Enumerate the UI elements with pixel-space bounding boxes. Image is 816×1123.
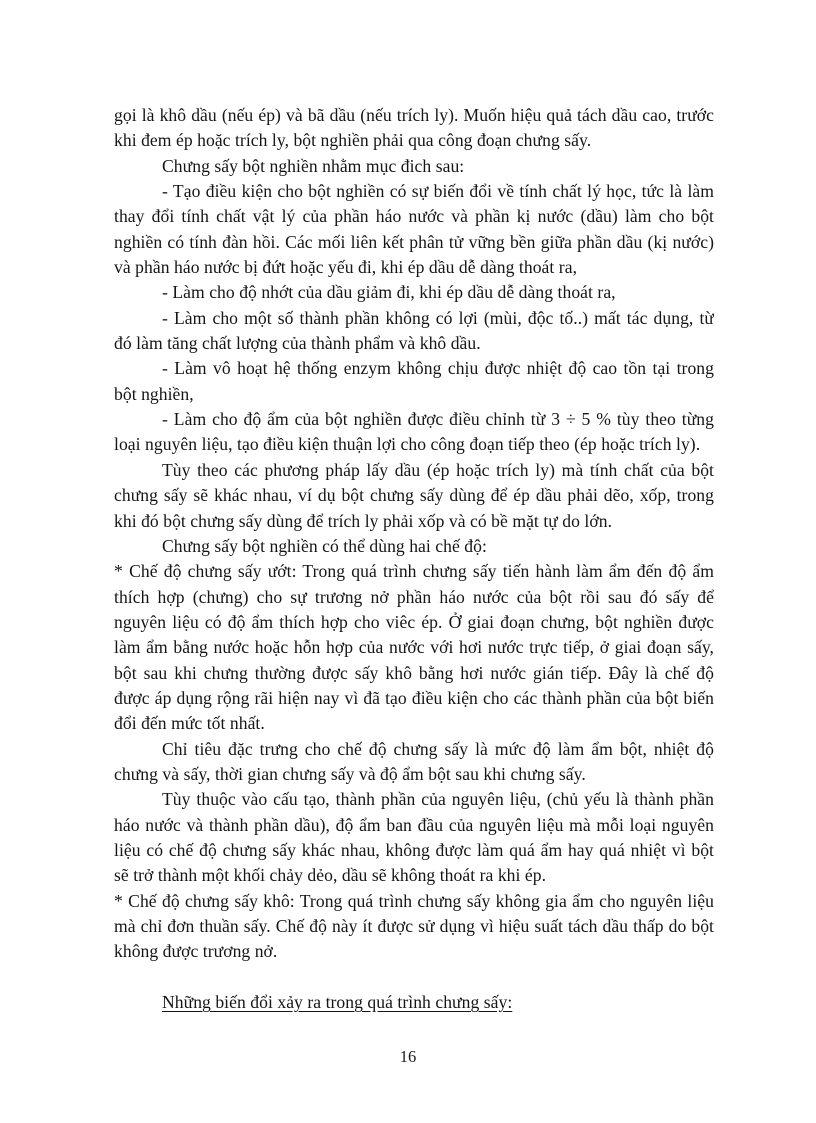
- text-line: - Làm cho một số thành phần không có lợi (mùi, độc tố..) mất tác dụng, từ: [162, 307, 714, 328]
- text-line: không được trương nở.: [114, 941, 278, 962]
- text-line: được áp dụng rộng rãi hiện nay vì đã tạo điều kiện cho các thành phần của bột biến: [114, 687, 714, 708]
- paragraph-che-do-chung-say-kho: [114, 889, 714, 965]
- list-item-vo-hoat-enzym: [114, 356, 714, 407]
- text-line: - Làm vô hoạt hệ thống enzym không chịu được nhiệt độ cao tồn tại trong: [162, 358, 714, 379]
- text-line: thay đổi tính chất vật lý của phần háo nước và phần kị nước (dầu) làm cho bột: [114, 206, 714, 227]
- text-line: nguyên liệu có độ ẩm thích hợp cho viêc ép. Ở giai đoạn chưng, bột nghiền được: [114, 611, 714, 632]
- text-line: đổi đến mức tốt nhất.: [114, 713, 265, 734]
- text-line: và phần háo nước bị đứt hoặc yếu đi, khi ép dầu dễ dàng thoát ra,: [114, 257, 578, 278]
- text-line: mà chỉ đơn thuần sấy. Chế độ này ít được sử dụng vì hiệu suất tách dầu thấp do bột: [114, 916, 714, 936]
- text-line: bột nghiền,: [114, 383, 194, 404]
- text-line: nghiền có tính đàn hồi. Các mối liên kết phân tử vững bền giữa phần dầu (kị nước): [114, 231, 714, 252]
- paragraph-muc-dich: [114, 154, 714, 179]
- paragraph-kho-dau: [114, 103, 714, 154]
- text-line: - Làm cho độ ẩm của bột nghiền được điều chỉnh từ 3 ÷ 5 % tùy theo từng: [162, 409, 714, 430]
- list-item-do-am: [114, 407, 714, 458]
- text-line: khi đó bột chưng sấy dùng để trích ly phải xốp và có bề mặt tự do lớn.: [114, 510, 613, 531]
- text-line: chưng sấy sẽ khác nhau, ví dụ bột chưng sấy dùng để ép dầu phải dẽo, xốp, trong: [114, 485, 714, 506]
- list-item-do-nhot: [114, 280, 714, 305]
- text-line: - Làm cho độ nhớt của dầu giảm đi, khi ép dầu dễ dàng thoát ra,: [162, 282, 616, 303]
- text-line: đó làm tăng chất lượng của thành phẩm và khô dầu.: [114, 333, 481, 354]
- list-item-tao-dieu-kien: [114, 179, 714, 280]
- text-line: Chưng sấy bột nghiền có thể dùng hai chế độ:: [162, 535, 487, 556]
- text-line: * Chế độ chưng sấy ướt: Trong quá trình chưng sấy tiến hành làm ẩm đến độ ẩm: [114, 561, 714, 582]
- text-line: gọi là khô dầu (nếu ép) và bã dầu (nếu trích ly). Muốn hiệu quả tách dầu cao, trước: [114, 105, 714, 125]
- text-line: sẽ trở thành một khối chảy dẻo, dầu sẽ không thoát ra khi ép.: [114, 865, 547, 886]
- text-line: khi đem ép hoặc trích ly, bột nghiền phải qua công đoạn chưng sấy.: [114, 130, 592, 151]
- text-line: Chỉ tiêu đặc trưng cho chế độ chưng sấy là mức độ làm ẩm bột, nhiệt độ: [162, 738, 714, 759]
- text-line: Tùy thuộc vào cấu tạo, thành phần của nguyên liệu, (chủ yếu là thành phần: [162, 789, 714, 810]
- paragraph-chi-tieu-dac-trung: [114, 737, 714, 788]
- text-line: loại nguyên liệu, tạo điều kiện thuận lợi cho công đoạn tiếp theo (ép hoặc trích ly).: [114, 434, 701, 455]
- text-line: bột sau khi chưng thường được sấy khô bằng hơi nước gián tiếp. Đây là chế độ: [114, 662, 714, 683]
- paragraph-hai-che-do: [114, 534, 714, 559]
- list-item-thanh-phan-khong-loi: [114, 306, 714, 357]
- heading-nhung-bien-doi: [114, 990, 714, 1015]
- text-line: thích hợp (chưng) cho sự trương nở phần háo nước của bột rồi sau đó sấy để: [114, 586, 714, 607]
- document-body: [114, 103, 714, 1015]
- paragraph-tuy-theo-phuong-phap: [114, 458, 714, 534]
- heading-line: Những biến đổi xảy ra trong quá trình chưng sấy:: [162, 992, 513, 1013]
- text-line: làm ẩm bằng nước hoặc hỗn hợp của nước với hơi nước trực tiếp, ở giai đoạn sấy,: [114, 637, 714, 658]
- text-line: chưng và sấy, thời gian chưng sấy và độ ẩm bột sau khi chưng sấy.: [114, 763, 586, 784]
- text-line: háo nước và thành phần dầu), độ ẩm ban đầu của nguyên liệu mà mỗi loại nguyên: [114, 814, 714, 835]
- text-line: Tùy theo các phương pháp lấy dầu (ép hoặc trích ly) mà tính chất của bột: [162, 459, 714, 480]
- text-line: * Chế độ chưng sấy khô: Trong quá trình chưng sấy không gia ẩm cho nguyên liệu: [114, 890, 714, 911]
- text-line: liệu có chế độ chưng sấy khác nhau, không được làm quá ẩm hay quá nhiệt vì bột: [114, 839, 714, 860]
- text-line: - Tạo điều kiện cho bột nghiền có sự biến đổi về tính chất lý học, tức là làm: [162, 181, 714, 202]
- page-number: 16: [399, 1047, 417, 1066]
- text-line: Chưng sấy bột nghiền nhằm mục đich sau:: [162, 155, 465, 176]
- paragraph-tuy-thuoc-cau-tao: [114, 787, 714, 888]
- paragraph-che-do-chung-say-uot: [114, 559, 714, 736]
